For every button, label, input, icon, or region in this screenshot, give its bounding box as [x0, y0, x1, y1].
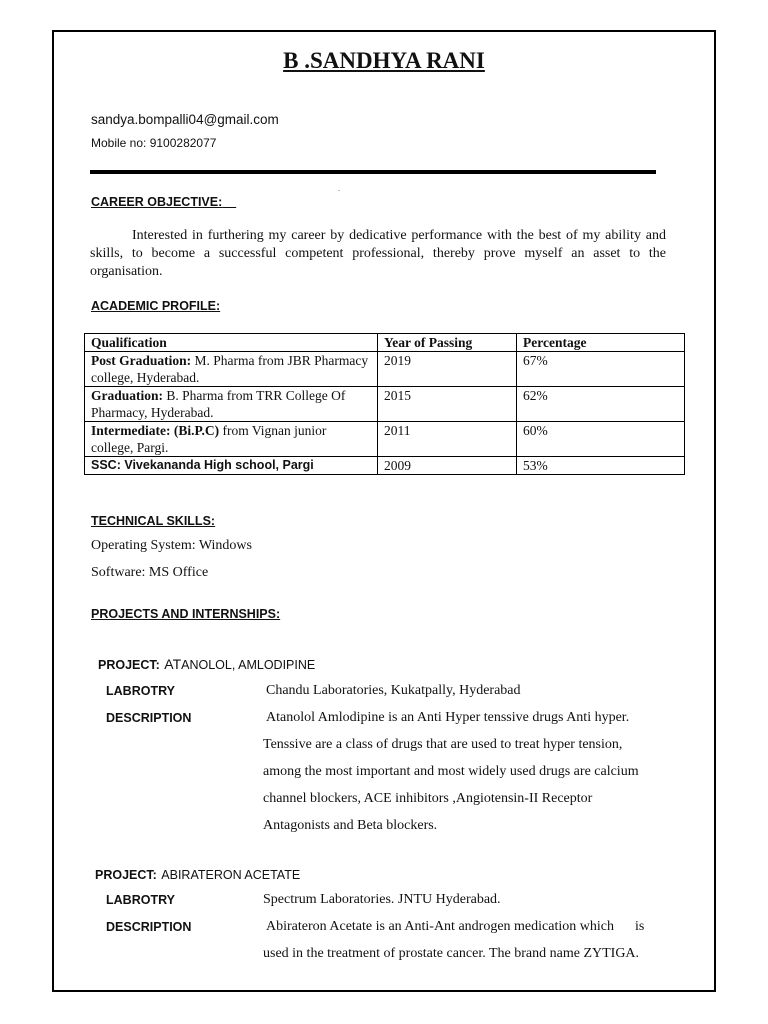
- project-1-description-line: Tenssive are a class of drugs that are used to treat hyper tension,: [263, 737, 623, 752]
- year-cell: 2011: [378, 422, 517, 457]
- percentage-cell: 62%: [517, 387, 685, 422]
- software-skill: Software: MS Office: [91, 565, 209, 580]
- table-row: [85, 352, 685, 387]
- column-header: Qualification: [85, 334, 378, 352]
- percentage-cell: 53%: [517, 457, 685, 475]
- academic-table: [84, 333, 685, 475]
- stray-dot: .: [338, 184, 340, 193]
- project-1-description-line: Atanolol Amlodipine is an Anti Hyper tenssive drugs Anti hyper.: [266, 710, 630, 725]
- candidate-name: B .SANDHYA RANI: [283, 48, 485, 73]
- project-2-lab-label: LABROTRY: [106, 893, 175, 907]
- project-1-title: PROJECT: ATANOLOL, AMLODIPINE: [98, 656, 316, 672]
- qualification-cell: Intermediate: (Bi.P.C) from Vignan junior college, Pargi.: [85, 422, 378, 457]
- career-objective-heading: CAREER OBJECTIVE:: [91, 195, 223, 209]
- project-1-description-line: Antagonists and Beta blockers.: [263, 818, 438, 833]
- academic-profile-heading: ACADEMIC PROFILE:: [91, 299, 221, 313]
- project-1-lab: Chandu Laboratories, Kukatpally, Hyderabad: [266, 683, 521, 698]
- qualification-cell: SSC: Vivekananda High school, Pargi: [85, 457, 378, 475]
- career-objective-text: Interested in furthering my career by dedicative performance with the best of my ability and skills, to become a successful competent professional, thereby prove myself an asset to the organisation.: [90, 228, 666, 279]
- project-2-lab: Spectrum Laboratories. JNTU Hyderabad.: [263, 892, 501, 907]
- projects-heading: PROJECTS AND INTERNSHIPS:: [91, 607, 281, 621]
- table-row: [85, 457, 685, 475]
- percentage-cell: 60%: [517, 422, 685, 457]
- project-2-description-line: Abirateron Acetate is an Anti-Ant androgen medication which is: [266, 919, 645, 934]
- percentage-cell: 67%: [517, 352, 685, 387]
- table-header-row: [85, 334, 685, 352]
- project-2-description-line: used in the treatment of prostate cancer. The brand name ZYTIGA.: [263, 946, 640, 961]
- year-cell: 2015: [378, 387, 517, 422]
- email-address: sandya.bompalli04@gmail.com: [91, 112, 279, 127]
- project-1-description-line: among the most important and most widely used drugs are calcium: [263, 764, 639, 779]
- project-1-lab-label: LABROTRY: [106, 684, 175, 698]
- project-2-description-label: DESCRIPTION: [106, 920, 192, 934]
- column-header: Year of Passing: [378, 334, 517, 352]
- header-divider: [90, 170, 656, 174]
- qualification-cell: Graduation: B. Pharma from TRR College Of Pharmacy, Hyderabad.: [85, 387, 378, 422]
- project-2-title: PROJECT: ABIRATERON ACETATE: [95, 868, 301, 882]
- operating-system-skill: Operating System: Windows: [91, 538, 252, 553]
- project-1-description-line: channel blockers, ACE inhibitors ,Angiotensin-II Receptor: [263, 791, 593, 806]
- year-cell: 2019: [378, 352, 517, 387]
- table-row: [85, 387, 685, 422]
- year-cell: 2009: [378, 457, 517, 475]
- technical-skills-heading: TECHNICAL SKILLS:: [91, 514, 216, 528]
- project-1-description-label: DESCRIPTION: [106, 711, 192, 725]
- mobile-number: Mobile no: 9100282077: [91, 136, 217, 150]
- page-border: [52, 30, 716, 992]
- table-row: [85, 422, 685, 457]
- column-header: Percentage: [517, 334, 685, 352]
- qualification-cell: Post Graduation: M. Pharma from JBR Pharmacy college, Hyderabad.: [85, 352, 378, 387]
